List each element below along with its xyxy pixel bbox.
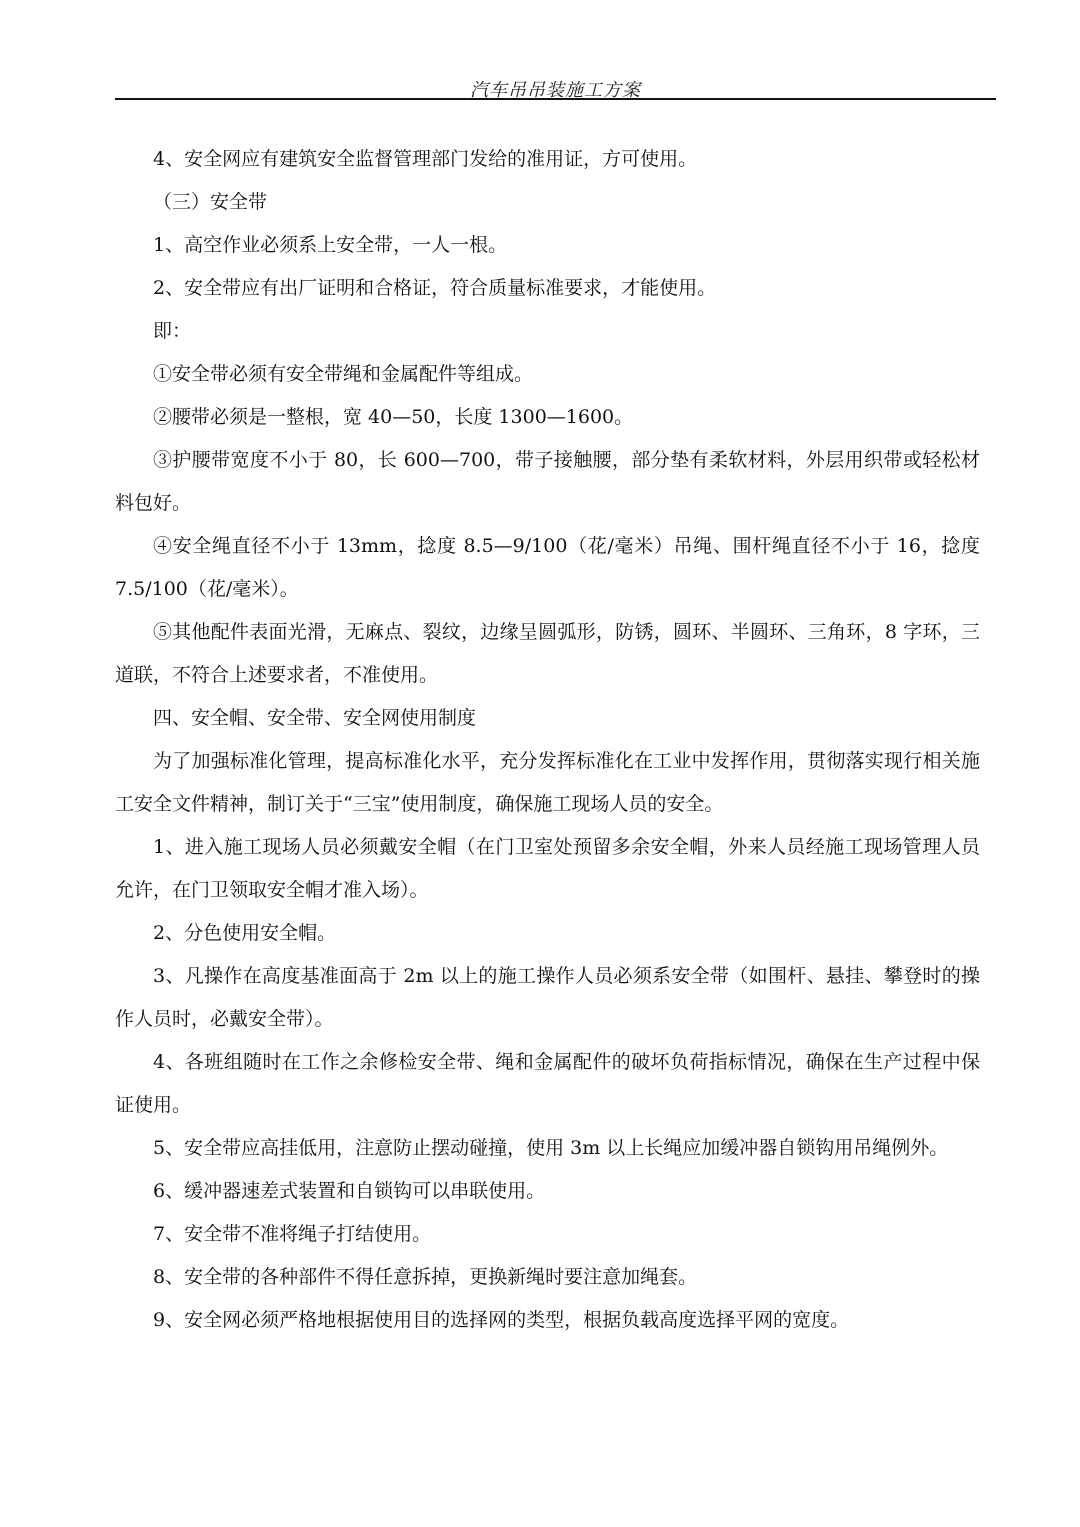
paragraph: 6、缓冲器速差式装置和自锁钩可以串联使用。: [153, 1180, 546, 1202]
paragraph: 2、安全带应有出厂证明和合格证，符合质量标准要求，才能使用。: [153, 277, 717, 299]
paragraph: 7、安全带不准将绳子打结使用。: [153, 1223, 432, 1245]
paragraph: 1、高空作业必须系上安全带，一人一根。: [153, 234, 508, 256]
paragraph: 为了加强标准化管理，提高标准化水平，充分发挥标准化在工业中发挥作用，贯彻落实现行相关施工安全文件精神，制订关于“三宝”使用制度，确保施工现场人员的安全。: [115, 750, 980, 815]
list-item: ③护腰带宽度不小于 80，长 600—700，带子接触腰，部分垫有柔软材料，外层用织带或轻松材料包好。: [115, 449, 980, 514]
paragraph: 4、安全网应有建筑安全监督管理部门发给的准用证，方可使用。: [153, 148, 698, 170]
header-divider: [115, 98, 996, 100]
section-heading-usage-rules: 四、安全帽、安全带、安全网使用制度: [153, 707, 477, 729]
paragraph: 即：: [153, 320, 192, 342]
list-item: ⑤其他配件表面光滑，无麻点、裂纹，边缘呈圆弧形，防锈，圆环、半圆环、三角环，8 字环，三道联，不符合上述要求者，不准使用。: [115, 621, 980, 686]
list-item: ②腰带必须是一整根，宽 40—50，长度 1300—1600。: [153, 406, 634, 428]
paragraph: 9、安全网必须严格地根据使用目的选择网的类型，根据负载高度选择平网的宽度。: [153, 1309, 850, 1331]
list-item: ④安全绳直径不小于 13mm，捻度 8.5—9/100（花/毫米）吊绳、围杆绳直径不小于 16，捻度 7.5/100（花/毫米）。: [115, 535, 980, 600]
section-heading-safety-belt: （三）安全带: [153, 191, 268, 213]
page-header-title: 汽车吊吊装施工方案: [470, 80, 641, 101]
paragraph: 5、安全带应高挂低用，注意防止摆动碰撞，使用 3m 以上长绳应加缓冲器自锁钩用吊绳例外。: [153, 1137, 949, 1159]
list-item: ①安全带必须有安全带绳和金属配件等组成。: [153, 363, 534, 385]
document-body: [115, 138, 980, 1342]
paragraph: 3、凡操作在高度基准面高于 2m 以上的施工操作人员必须系安全带（如围杆、悬挂、攀登时的操作人员时，必戴安全带）。: [115, 965, 980, 1030]
paragraph: 1、进入施工现场人员必须戴安全帽（在门卫室处预留多余安全帽，外来人员经施工现场管理人员允许，在门卫领取安全帽才准入场）。: [115, 836, 980, 901]
paragraph: 8、安全带的各种部件不得任意拆掉，更换新绳时要注意加绳套。: [153, 1266, 698, 1288]
paragraph: 2、分色使用安全帽。: [153, 922, 337, 944]
paragraph: 4、各班组随时在工作之余修检安全带、绳和金属配件的破坏负荷指标情况，确保在生产过程中保证使用。: [115, 1051, 980, 1116]
